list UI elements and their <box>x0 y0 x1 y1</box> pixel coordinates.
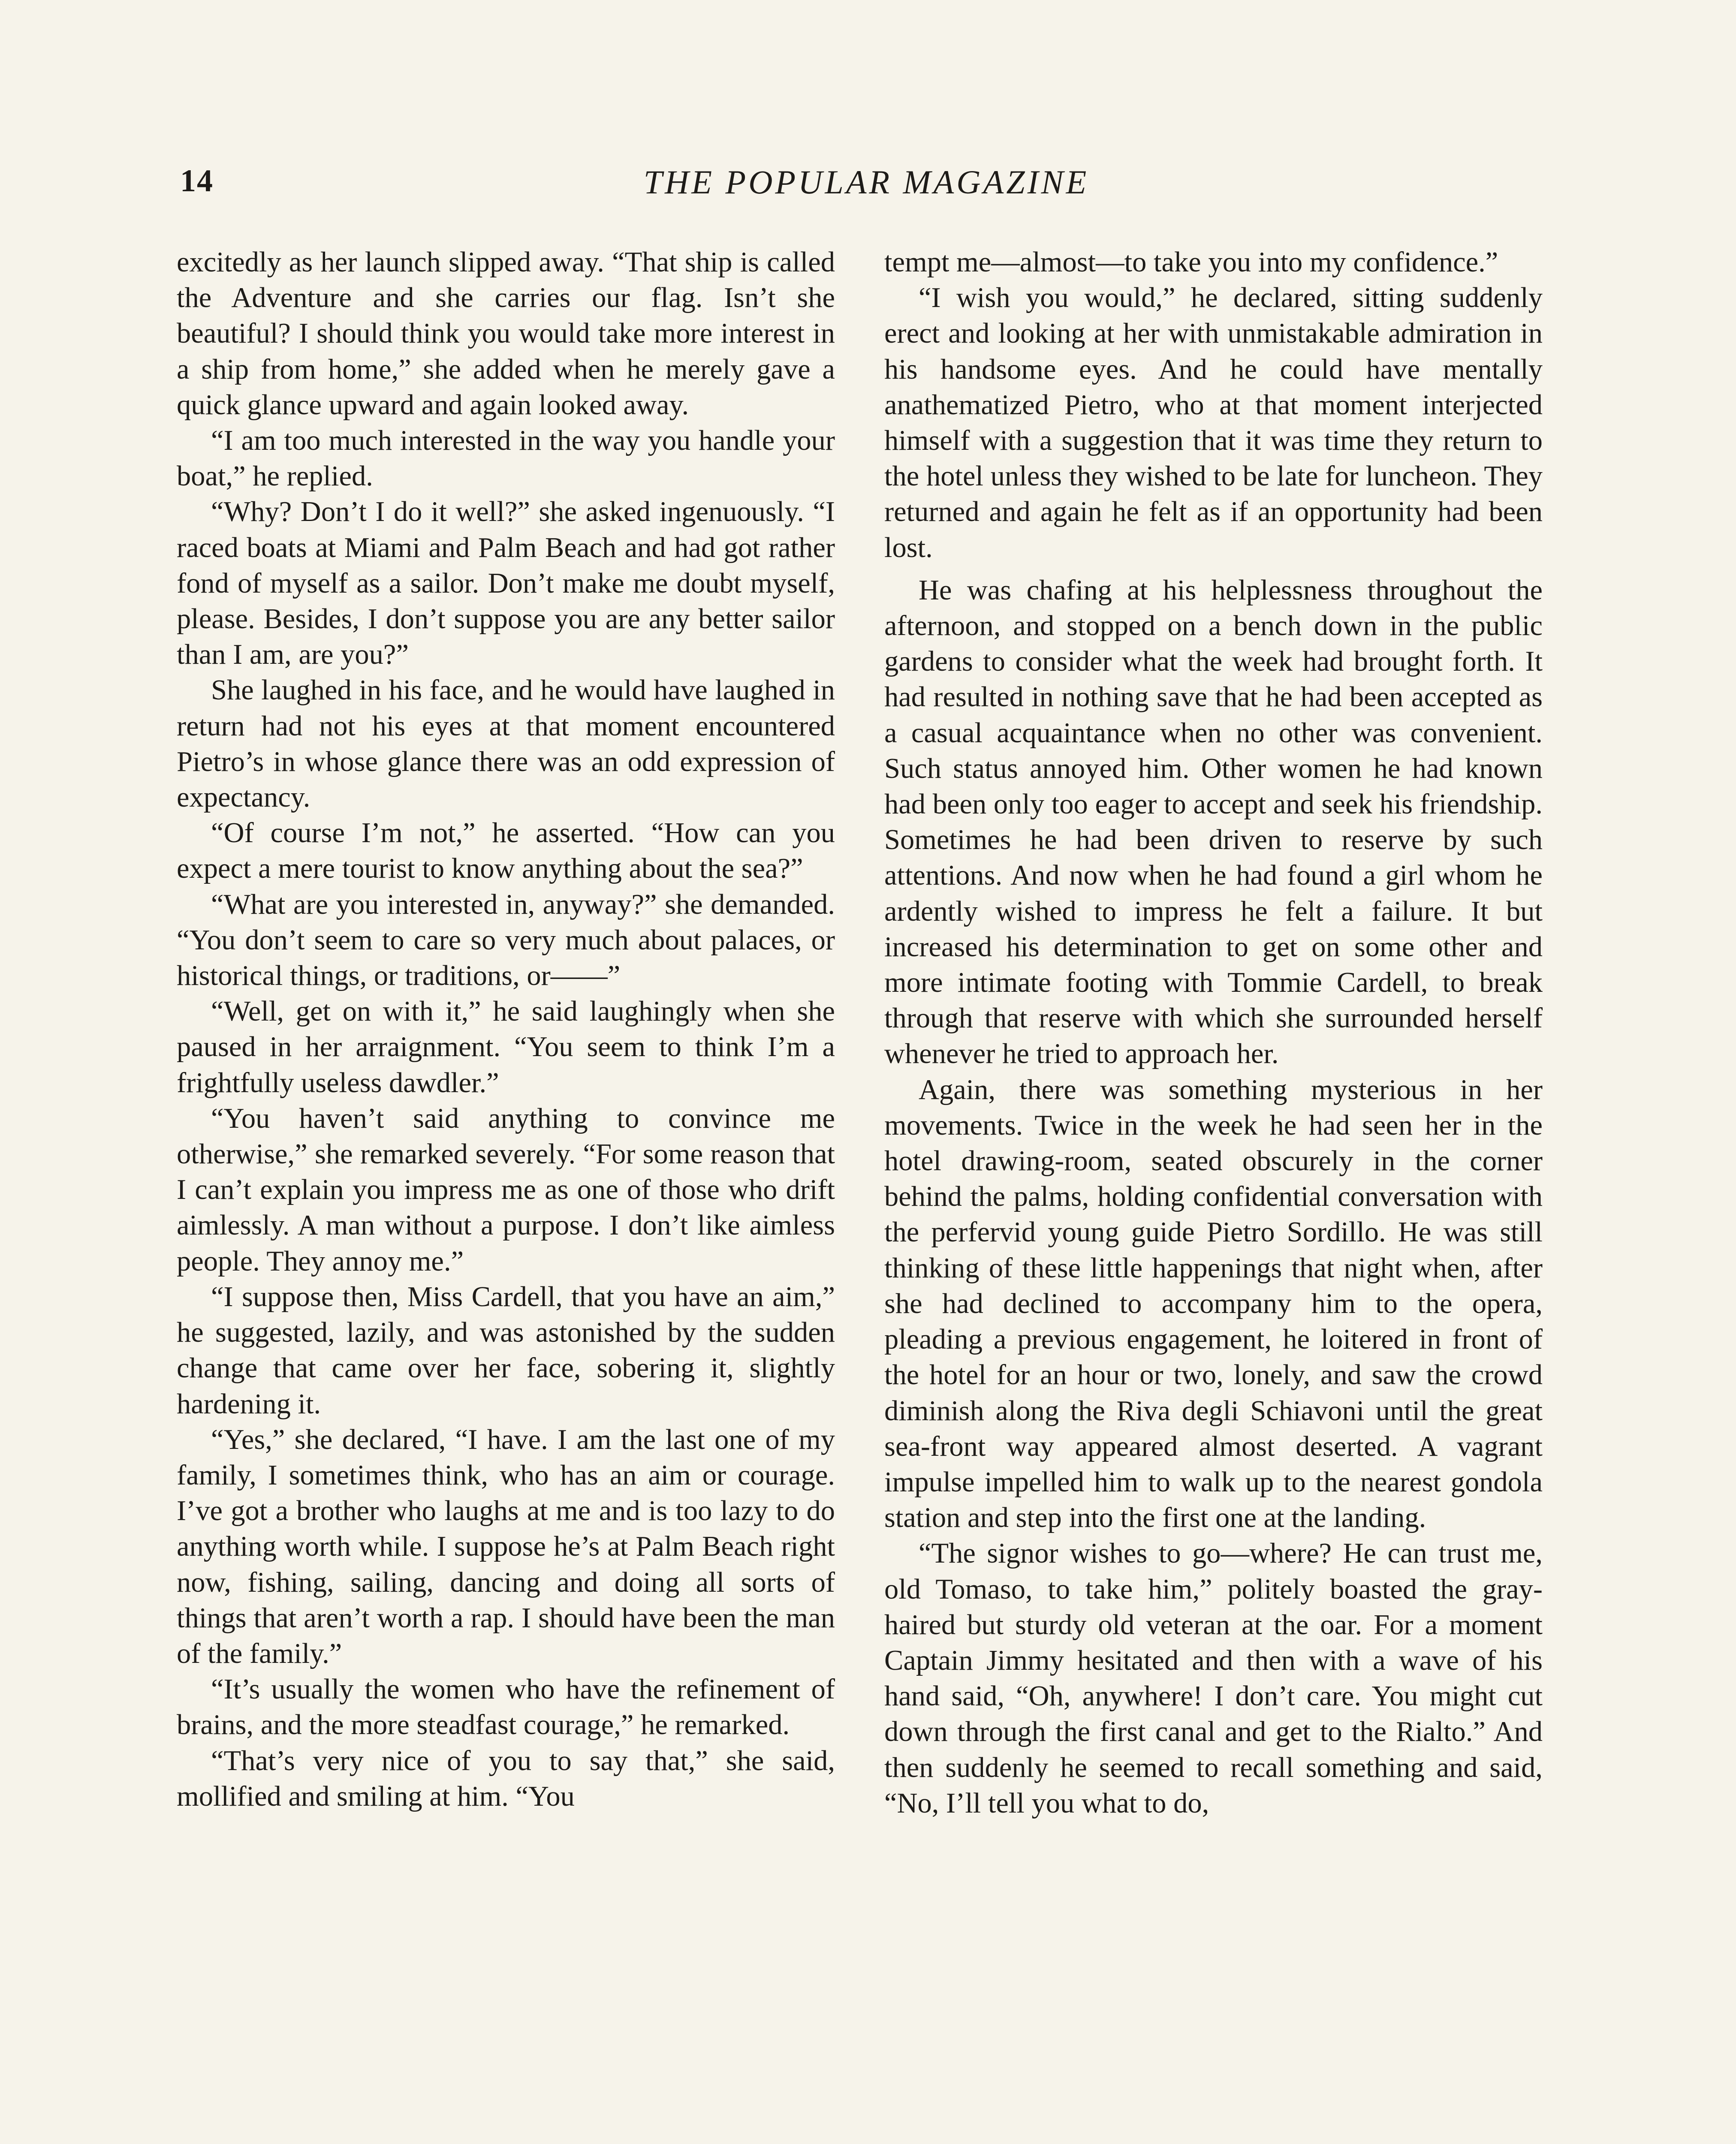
paragraph: “That’s very nice of you to say that,” she said, mollified and smiling at him. “You <box>177 1745 835 1812</box>
running-title: THE POPULAR MAGAZINE <box>643 163 1089 201</box>
page-header <box>180 163 1552 210</box>
paragraph: “Yes,” she declared, “I have. I am the last one of my family, I sometimes think, who has an aim or courage. I’ve got a brother who laughs at me and is too lazy to do anything worth while. I suppose he’s at Palm Beach right now, fishing, sailing, dancing and doing all sorts of things that aren’t worth a rap. I should have been the man of the family.” <box>177 1424 835 1669</box>
paragraph: “What are you interested in, anyway?” she demanded. “You don’t seem to care so very much about palaces, or historical things, or traditions, or——” <box>177 888 835 992</box>
paragraph: She laughed in his face, and he would have laughed in return had not his eyes at that moment encountered Pietro’s in whose glance there was an odd expression of expectancy. <box>177 675 835 813</box>
paragraph: Again, there was something mysterious in her movements. Twice in the week he had seen her in the hotel drawing-room, seated obscurely in the corner behind the palms, holding confidential conversation with the perfervid young guide Pietro Sordillo. He was still thinking of these little happenings that night when, after she had declined to accompany him to the opera, pleading a previous engagement, he loitered in front of the hotel for an hour or two, lonely, and saw the crowd diminish along the Riva degli Schiavoni until the great sea-front way appeared almost deserted. A vagrant impulse impelled him to walk up to the nearest gondola station and step into the first one at the landing. <box>884 1074 1543 1534</box>
paragraph: “I suppose then, Miss Cardell, that you have an aim,” he suggested, lazily, and was astonished by the sudden change that came over her face, sobering it, slightly hardening it. <box>177 1281 835 1420</box>
right-column <box>884 244 1543 1821</box>
paragraph: “You haven’t said anything to convince me otherwise,” she remarked severely. “For some reason that I can’t explain you impress me as one of those who drift aimlessly. A man without a purpose. I don’t like aimless people. They annoy me.” <box>177 1102 835 1277</box>
paragraph: “Well, get on with it,” he said laughingly when she paused in her arraignment. “You seem to think I’m a frightfully useless dawdler.” <box>177 996 835 1099</box>
paragraph: He was chafing at his helplessness throughout the afternoon, and stopped on a bench down in the public gardens to consider what the week had brought forth. It had resulted in nothing save that he had been accepted as a casual acquaintance when no other was convenient. Such status annoyed him. Other women he had known had been only too eager to accept and seek his friendship. Sometimes he had been driven to reserve by such attentions. And now when he had found a girl whom he ardently wished to impress he felt a failure. It but increased his determination to get on some other and more intimate footing with Tommie Cardell, to break through that reserve with which she surrounded herself whenever he tried to approach her. <box>884 574 1543 1070</box>
paragraph: tempt me—almost—to take you into my confidence.” <box>884 247 1498 278</box>
left-column <box>177 244 835 1814</box>
paragraph: “The signor wishes to go—where? He can trust me, old Tomaso, to take him,” politely boasted the gray-haired but sturdy old veteran at the oar. For a moment Captain Jimmy hesitated and then with a wave of his hand said, “Oh, anywhere! I don’t care. You might cut down through the first canal and get to the Rialto.” And then suddenly he seemed to recall something and said, “No, I’ll tell you what to do, <box>884 1538 1543 1819</box>
paragraph: “I am too much interested in the way you handle your boat,” he replied. <box>177 425 835 492</box>
paragraph: excitedly as her launch slipped away. “That ship is called the Adventure and she carries our flag. Isn’t she beautiful? I should think you would take more interest in a ship from home,” she added when he merely gave a quick glance upward and again looked away. <box>177 247 835 421</box>
paragraph: “I wish you would,” he declared, sitting suddenly erect and looking at her with unmistakable admiration in his handsome eyes. And he could have mentally anathematized Pietro, who at that moment interjected himself with a suggestion that it was time they return to the hotel unless they wished to be late for luncheon. They returned and again he felt as if an opportunity had been lost. <box>884 282 1543 563</box>
paragraph: “Why? Don’t I do it well?” she asked ingenuously. “I raced boats at Miami and Palm Beach and had got rather fond of myself as a sailor. Don’t make me doubt myself, please. Besides, I don’t suppose you are any better sailor than I am, are you?” <box>177 496 835 671</box>
page-number: 14 <box>180 163 214 199</box>
paragraph: “Of course I’m not,” he asserted. “How can you expect a mere tourist to know anything about the sea?” <box>177 817 835 885</box>
paragraph: “It’s usually the women who have the refinement of brains, and the more steadfast courage,” he remarked. <box>177 1674 835 1741</box>
